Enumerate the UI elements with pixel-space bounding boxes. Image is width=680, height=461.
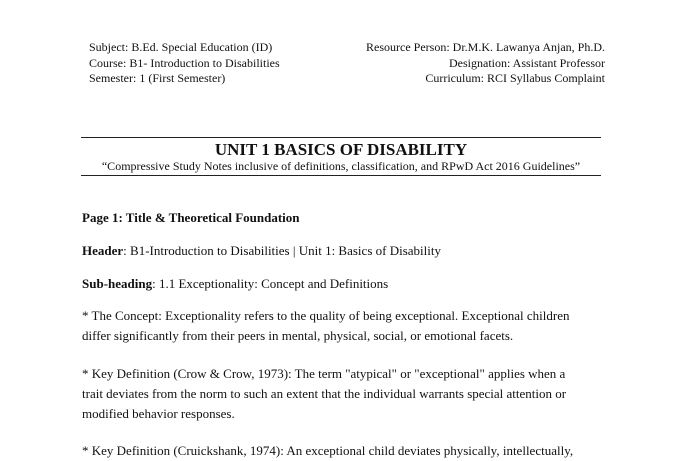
unit-subtitle: “Compressive Study Notes inclusive of definitions, classification, and RPwD Act 2016 Guidelines”: [101, 159, 581, 173]
subject-line: Subject: B.Ed. Special Education (ID): [89, 40, 273, 54]
cruickshank-line: * Key Definition (Cruickshank, 1974): An exceptional child deviates physically, intellectually,: [82, 443, 574, 458]
crow-line: * Key Definition (Crow & Crow, 1973): The term "atypical" or "exceptional" applies when a: [82, 366, 566, 381]
page-heading: Page 1: Title & Theoretical Foundation: [82, 210, 300, 225]
crow-line: modified behavior responses.: [82, 406, 235, 421]
subheading-paragraph: [82, 274, 602, 294]
semester-line: Semester: 1 (First Semester): [89, 71, 226, 85]
document-meta-left: [89, 40, 280, 87]
subheading-label: Sub-heading: [82, 276, 153, 291]
document-meta-right: [366, 40, 605, 87]
title-top-rule: [81, 137, 601, 138]
concept-paragraph: [82, 306, 602, 346]
cruickshank-definition-paragraph: [82, 441, 602, 461]
crow-definition-paragraph: [82, 364, 602, 424]
unit-title: UNIT 1 BASICS OF DISABILITY: [214, 140, 468, 159]
curriculum-line: Curriculum: RCI Syllabus Complaint: [425, 71, 605, 85]
course-line: Course: B1- Introduction to Disabilities: [89, 55, 280, 70]
subheading-text: : 1.1 Exceptionality: Concept and Definitions: [152, 276, 389, 291]
concept-line: differ significantly from their peers in mental, physical, social, or emotional facets.: [82, 328, 514, 343]
header-paragraph: [82, 241, 602, 261]
title-bottom-rule: [81, 175, 601, 176]
crow-line: trait deviates from the norm to such an extent that the individual warrants special attention or: [82, 386, 567, 401]
designation-line: Designation: Assistant Professor: [449, 55, 605, 70]
concept-line: * The Concept: Exceptionality refers to the quality of being exceptional. Exceptional children: [82, 308, 570, 323]
header-label: Header: [82, 243, 124, 258]
header-text: : B1-Introduction to Disabilities | Unit 1: Basics of Disability: [123, 243, 441, 258]
resource-person-line: Resource Person: Dr.M.K. Lawanya Anjan, Ph.D.: [366, 40, 605, 54]
